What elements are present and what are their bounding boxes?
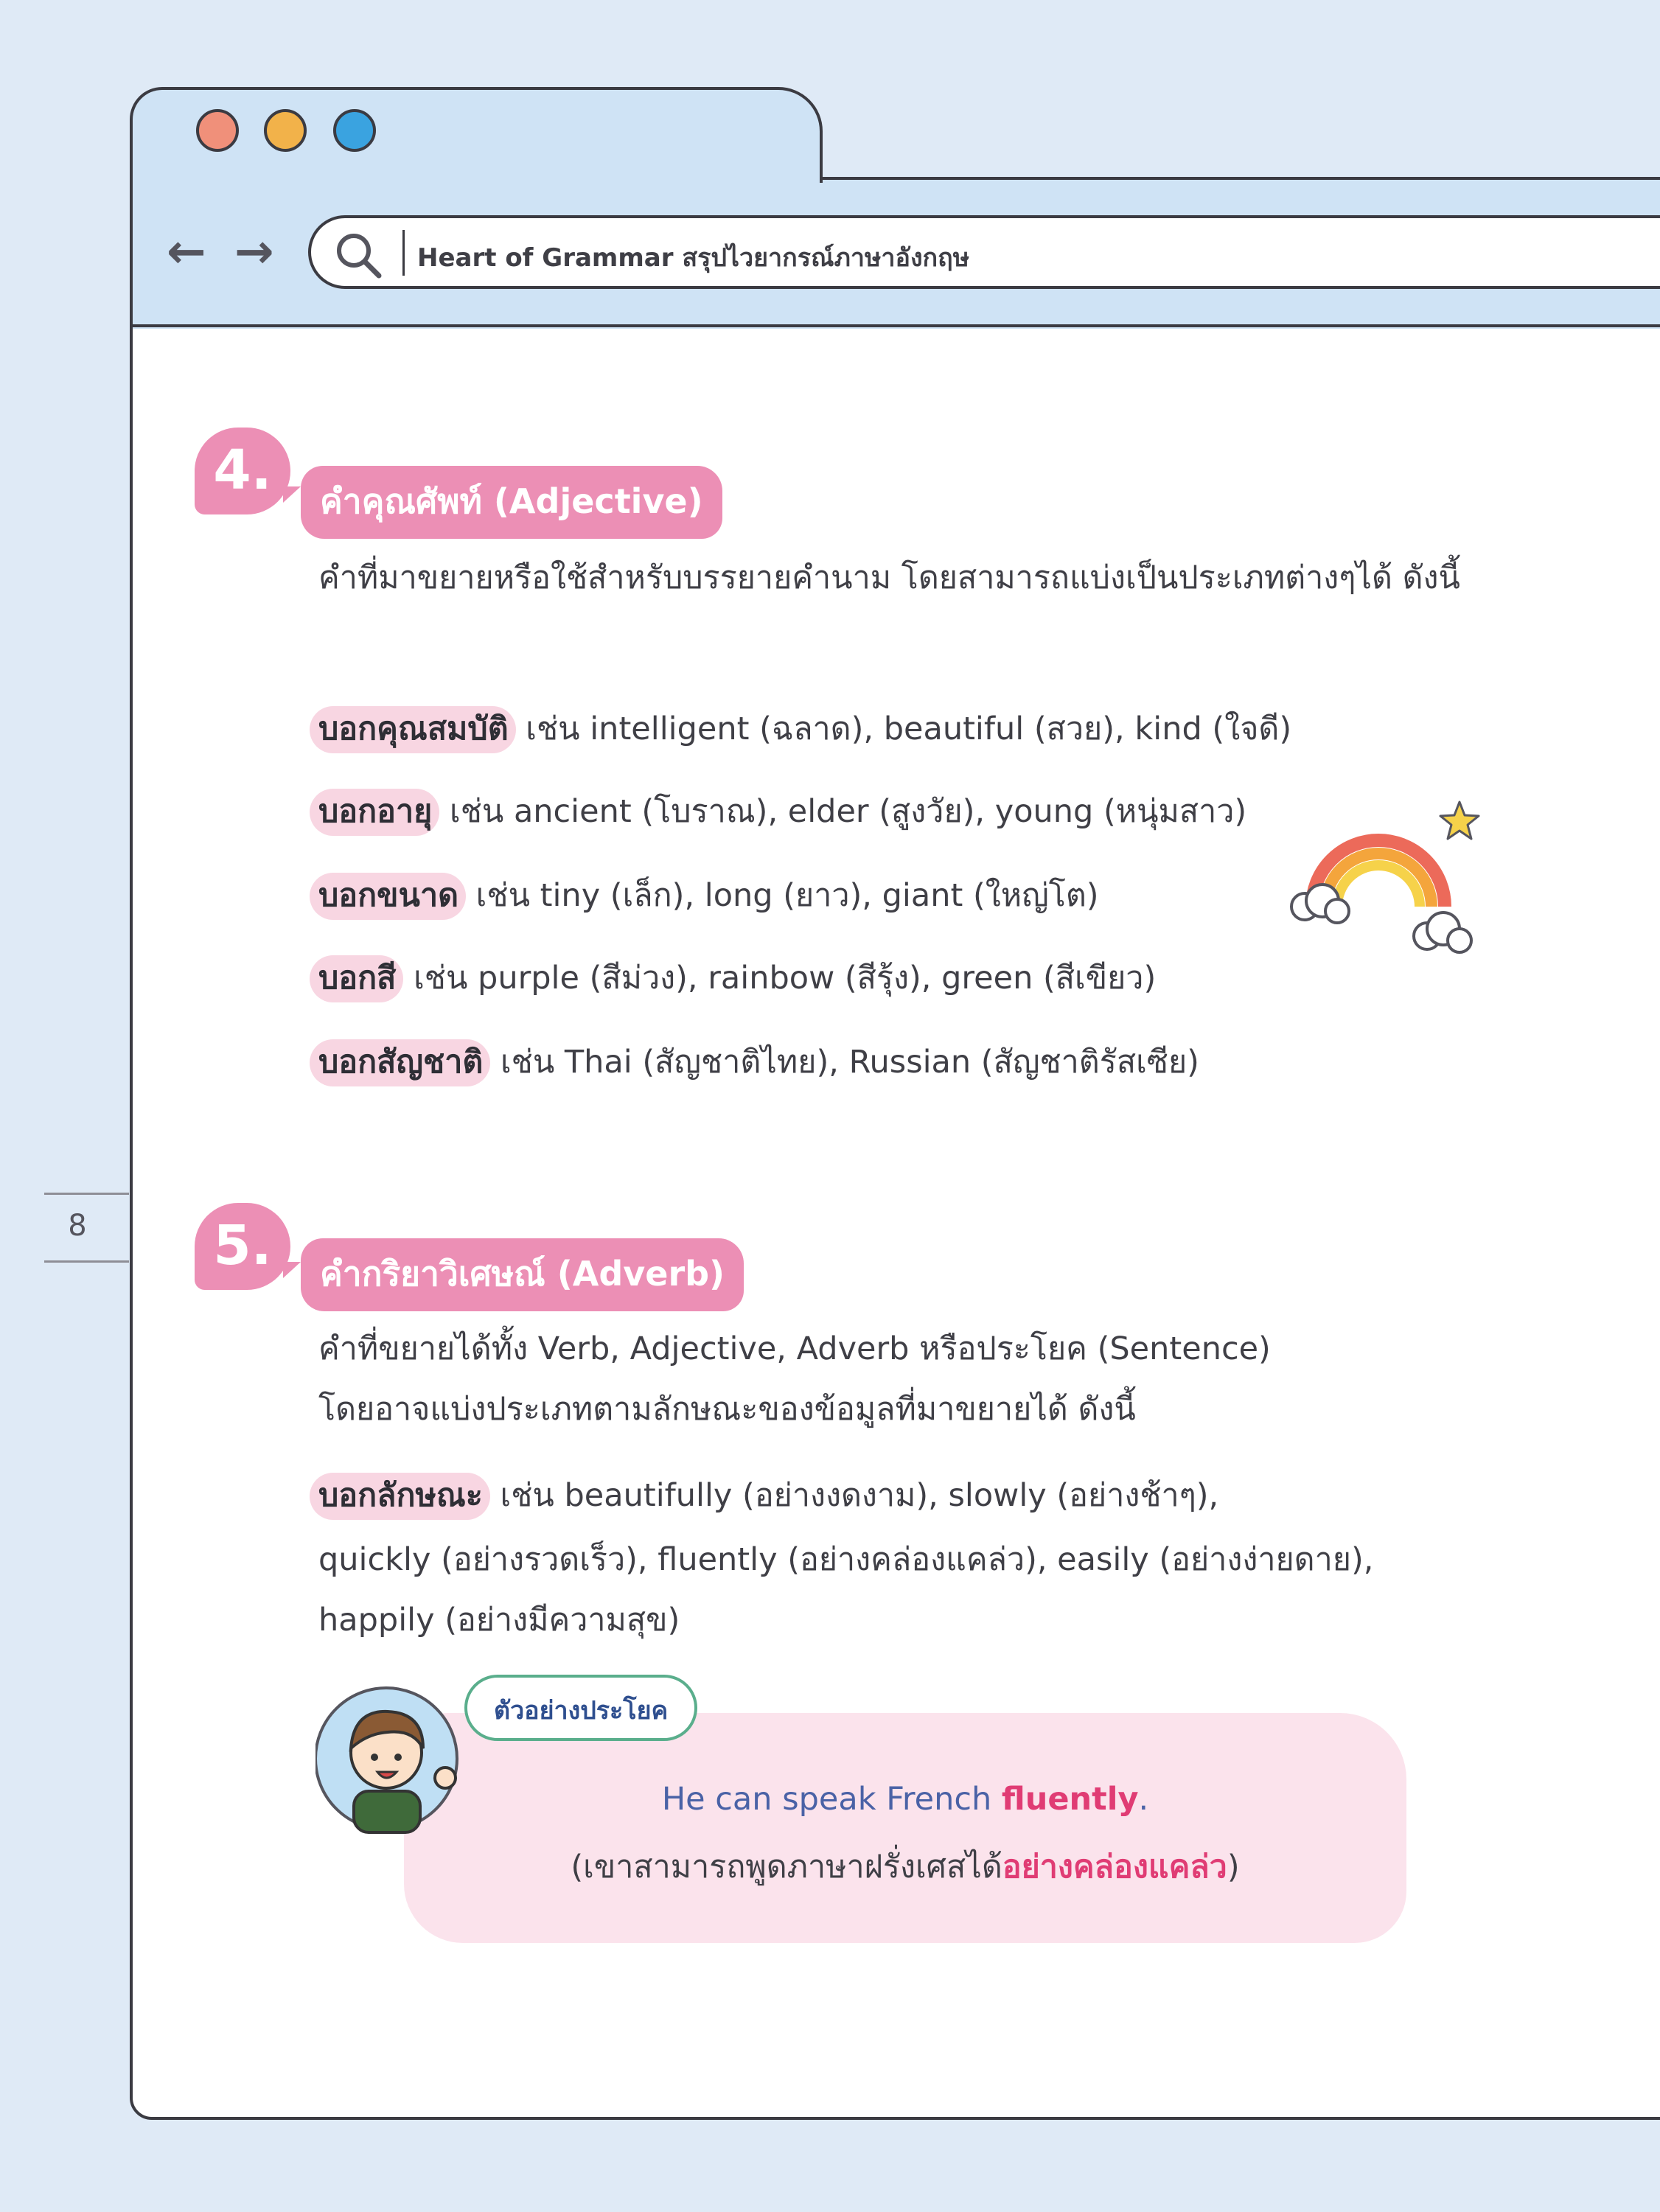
maximize-dot[interactable] [333, 109, 376, 152]
item-text: เช่น purple (สีม่วง), rainbow (สีรุ้ง), green (สีเขียว) [403, 960, 1157, 997]
minimize-dot[interactable] [264, 109, 307, 152]
item-text: เช่น Thai (สัญชาติไทย), Russian (สัญชาติรัสเซีย) [490, 1044, 1199, 1081]
section-5-description-line1: คำที่ขยายได้ทั้ง Verb, Adjective, Adverb หรือประโยค (Sentence) [318, 1330, 1271, 1367]
item-label: บอกสัญชาติ [310, 1039, 490, 1086]
example-en-suffix: . [1138, 1781, 1149, 1818]
address-divider [402, 230, 405, 276]
section-5-description-line2: โดยอาจแบ่งประเภทตามลักษณะของข้อมูลที่มาขยายได้ ดังนี้ [318, 1391, 1136, 1428]
search-icon [332, 228, 385, 282]
section-5-number: 5. [195, 1203, 290, 1290]
toolbar-divider [130, 324, 1660, 327]
example-th-prefix: (เขาสามารถพูดภาษาฝรั่งเศสได้ [571, 1849, 1002, 1885]
example-english [404, 1781, 1406, 1818]
example-tag: ตัวอย่างประโยค [464, 1675, 697, 1741]
adverb-item-line3: happily (อย่างมีความสุข) [318, 1602, 680, 1639]
close-dot[interactable] [196, 109, 239, 152]
item-label: บอกสี [310, 955, 403, 1002]
adverb-item-line2: quickly (อย่างรวดเร็ว), fluently (อย่างคล่องแคล่ว), easily (อย่างง่ายดาย), [318, 1541, 1374, 1578]
section-5-title: คำกริยาวิเศษณ์ (Adverb) [301, 1238, 744, 1311]
adverb-item [310, 1470, 1218, 1520]
item-label: บอกคุณสมบัติ [310, 706, 516, 753]
star-icon [1437, 799, 1482, 843]
adjective-item [310, 870, 1099, 920]
example-th-suffix: ) [1227, 1849, 1240, 1885]
section-4-description: คำที่มาขยายหรือใช้สำหรับบรรยายคำนาม โดยสามารถแบ่งเป็นประเภทต่างๆได้ ดังนี้ [318, 559, 1460, 596]
adjective-item [310, 786, 1246, 836]
page-number-rule-bottom [44, 1260, 129, 1263]
item-text: เช่น ancient (โบราณ), elder (สูงวัย), young (หนุ่มสาว) [439, 793, 1247, 830]
number-bubble-tail [283, 1262, 301, 1278]
forward-arrow-icon[interactable]: → [234, 225, 274, 279]
item-label: บอกขนาด [310, 873, 466, 920]
item-text: เช่น beautifully (อย่างงดงาม), slowly (อย่างช้าๆ), [489, 1477, 1219, 1514]
item-text: เช่น intelligent (ฉลาด), beautiful (สวย), kind (ใจดี) [515, 711, 1292, 747]
example-thai [404, 1841, 1406, 1891]
item-label: บอกอายุ [310, 789, 439, 836]
example-en-highlight: fluently [1001, 1781, 1139, 1818]
address-text: Heart of Grammar สรุปไวยากรณ์ภาษาอังกฤษ [417, 243, 970, 273]
back-arrow-icon[interactable]: ← [167, 225, 206, 279]
section-4-title: คำคุณศัพท์ (Adjective) [301, 466, 722, 539]
item-text: เช่น tiny (เล็ก), long (ยาว), giant (ใหญ่โต) [466, 877, 1099, 914]
adjective-item [310, 1036, 1199, 1086]
section-4-number: 4. [195, 428, 290, 514]
page-number-rule-top [44, 1193, 129, 1195]
example-en-prefix: He can speak French [661, 1781, 1002, 1818]
example-th-highlight: อย่างคล่องแคล่ว [1002, 1849, 1227, 1885]
item-label: บอกลักษณะ [310, 1473, 490, 1520]
number-bubble-tail [283, 486, 301, 503]
adjective-item [310, 952, 1156, 1002]
example-box [404, 1713, 1406, 1943]
page-number: 8 [68, 1209, 87, 1243]
adjective-item [310, 703, 1291, 753]
tab-join [133, 172, 818, 184]
